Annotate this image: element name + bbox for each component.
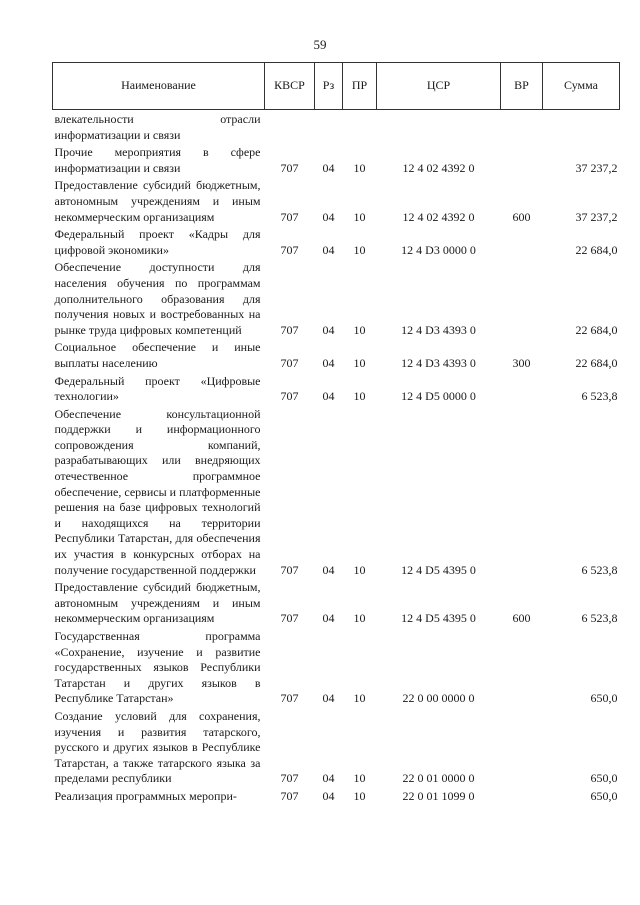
cell-csr: 12 4 D5 4395 0 [401, 611, 476, 626]
cell-name: Обеспечение доступности для населения обучения по программам дополнительного образования для получения новых и востребованных на рынке труда цифровых компетенций [54, 260, 261, 337]
cell-rz: 04 [322, 389, 335, 404]
cell-name: Прочие мероприятия в сфере информатизации и связи [54, 145, 261, 175]
cell-pr: 10 [353, 242, 366, 257]
cell-pr: 10 [353, 389, 366, 404]
cell-kvsr: 707 [280, 209, 299, 224]
cell-kvsr: 707 [280, 691, 299, 706]
cell-sum: 22 684,0 [575, 322, 618, 337]
cell-sum: 37 237,2 [575, 160, 618, 175]
cell-pr: 10 [353, 160, 366, 175]
cell-sum: 6 523,8 [581, 611, 618, 626]
cell-sum: 650,0 [590, 771, 618, 786]
table-row [53, 407, 620, 581]
cell-sum [543, 110, 620, 146]
table-row [53, 374, 620, 407]
cell-kvsr: 707 [280, 355, 299, 370]
cell-csr: 12 4 D5 0000 0 [401, 389, 476, 404]
cell-csr [377, 110, 501, 146]
cell-rz: 04 [322, 322, 335, 337]
cell-vr [501, 145, 543, 178]
cell-csr: 12 4 D3 4393 0 [401, 355, 476, 370]
cell-kvsr: 707 [280, 160, 299, 175]
cell-pr: 10 [353, 322, 366, 337]
cell-rz: 04 [322, 788, 335, 803]
budget-table [52, 62, 620, 807]
cell-vr [501, 227, 543, 260]
cell-pr: 10 [353, 209, 366, 224]
cell-csr: 22 0 01 1099 0 [402, 788, 475, 803]
cell-name: Реализация программных меропри- [54, 788, 237, 803]
cell-pr: 10 [353, 611, 366, 626]
cell-vr: 600 [512, 209, 531, 224]
cell-vr [501, 709, 543, 789]
cell-name: Предоставление субсидий бюджетным, автономным учреждениям и иным некоммерческим организациям [54, 178, 261, 224]
cell-csr: 12 4 D3 0000 0 [401, 242, 476, 257]
cell-name: Федеральный проект «Цифровые технологии» [54, 373, 261, 404]
header-rz: Рз [315, 63, 343, 110]
cell-kvsr: 707 [280, 389, 299, 404]
table-row [53, 340, 620, 373]
cell-kvsr: 707 [280, 562, 299, 577]
cell-vr: 600 [512, 611, 531, 626]
cell-csr: 12 4 D5 4395 0 [401, 562, 476, 577]
cell-name: влекательности отрасли информатизации и связи [54, 112, 261, 142]
cell-pr: 10 [353, 355, 366, 370]
cell-kvsr: 707 [280, 611, 299, 626]
cell-sum: 37 237,2 [575, 209, 618, 224]
cell-pr: 10 [353, 562, 366, 577]
cell-rz [315, 110, 343, 146]
header-csr: ЦСР [377, 63, 501, 110]
cell-name: Обеспечение консультационной поддержки и информационного сопровождения компаний, разрабатывающих или внедряющих отечественное программное обеспечение, сервисы и платформенные решения на базе цифровых технологий и находящихся на территории Республики Татарстан, для обеспечения их участия в конкурсных отборах на получение государственной поддержки [54, 406, 261, 577]
header-pr: ПР [343, 63, 377, 110]
cell-csr: 12 4 D3 4393 0 [401, 322, 476, 337]
header-vr: ВР [501, 63, 543, 110]
table-row [53, 110, 620, 146]
cell-vr [501, 260, 543, 340]
cell-kvsr: 707 [280, 242, 299, 257]
cell-kvsr: 707 [280, 322, 299, 337]
cell-name: Создание условий для сохранения, изучения и развития татарского, русского и других языков в Республике Татарстан, а также татарского языка за пределами республики [54, 708, 261, 786]
table-row [53, 178, 620, 227]
cell-pr: 10 [353, 771, 366, 786]
cell-sum: 22 684,0 [575, 242, 618, 257]
table-row [53, 145, 620, 178]
cell-csr: 12 4 02 4392 0 [402, 160, 475, 175]
header-kvsr: КВСР [265, 63, 315, 110]
table-row [53, 709, 620, 789]
cell-sum: 22 684,0 [575, 355, 618, 370]
table-row [53, 227, 620, 260]
header-name: Наименование [53, 63, 265, 110]
cell-rz: 04 [322, 611, 335, 626]
cell-vr [501, 629, 543, 709]
cell-csr: 22 0 00 0000 0 [402, 691, 475, 706]
header-sum: Сумма [543, 63, 620, 110]
cell-vr [501, 789, 543, 807]
cell-vr [501, 374, 543, 407]
cell-pr: 10 [353, 788, 366, 803]
table-row [53, 789, 620, 807]
table-row [53, 260, 620, 340]
table-header [53, 63, 620, 110]
cell-csr: 22 0 01 0000 0 [402, 771, 475, 786]
cell-kvsr [265, 110, 315, 146]
cell-name: Предоставление субсидий бюджетным, автономным учреждениям и иным некоммерческим организациям [54, 580, 261, 626]
page-number: 59 [313, 37, 327, 52]
cell-sum: 6 523,8 [581, 562, 618, 577]
cell-rz: 04 [322, 691, 335, 706]
table-body [53, 110, 620, 807]
table-row [53, 580, 620, 629]
cell-kvsr: 707 [280, 771, 299, 786]
cell-rz: 04 [322, 562, 335, 577]
cell-vr: 300 [512, 355, 531, 370]
cell-rz: 04 [322, 160, 335, 175]
cell-sum: 650,0 [590, 788, 618, 803]
cell-sum: 6 523,8 [581, 389, 618, 404]
cell-pr: 10 [353, 691, 366, 706]
cell-rz: 04 [322, 242, 335, 257]
cell-rz: 04 [322, 209, 335, 224]
cell-rz: 04 [322, 771, 335, 786]
cell-vr [501, 110, 543, 146]
cell-name: Федеральный проект «Кадры для цифровой экономики» [54, 227, 261, 257]
cell-pr [343, 110, 377, 146]
table-row [53, 629, 620, 709]
cell-sum: 650,0 [590, 691, 618, 706]
cell-kvsr: 707 [280, 788, 299, 803]
cell-name: Социальное обеспечение и иные выплаты населению [54, 340, 261, 370]
cell-csr: 12 4 02 4392 0 [402, 209, 475, 224]
cell-name: Государственная программа «Сохранение, изучение и развитие государственных языков Республики Татарстан и других языков в Республике Татарстан» [54, 629, 261, 706]
cell-rz: 04 [322, 355, 335, 370]
cell-vr [501, 407, 543, 581]
